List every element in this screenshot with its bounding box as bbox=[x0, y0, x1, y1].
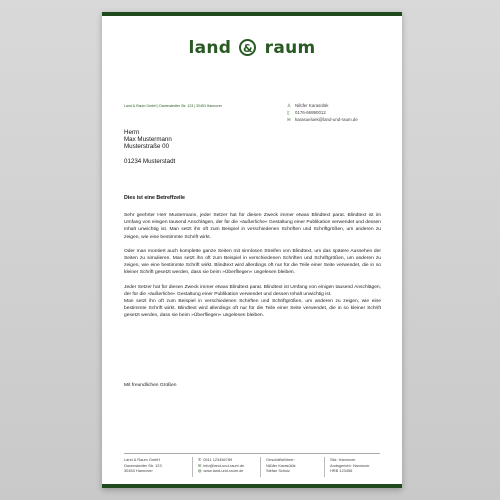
footer-gf-label: Geschäftsführer: bbox=[266, 457, 295, 462]
recipient-address bbox=[124, 129, 175, 165]
bottom-accent-bar bbox=[102, 484, 402, 488]
company-logo bbox=[102, 38, 402, 58]
letter-page bbox=[102, 12, 402, 488]
footer-gf-1: Nilüfer Karasülük bbox=[266, 462, 296, 468]
recipient-salutation: Herrn bbox=[124, 129, 140, 136]
footer-separator bbox=[192, 457, 193, 477]
footer-address-column bbox=[124, 457, 162, 474]
subject-line: Dies ist eine Betreffzeile bbox=[124, 195, 185, 201]
footer-separator bbox=[324, 457, 325, 477]
mail-icon: ✉ bbox=[198, 462, 202, 468]
contact-name: Nilüfer Karasülük bbox=[295, 103, 329, 108]
logo-word-land: land bbox=[188, 38, 232, 58]
globe-icon: ◍ bbox=[198, 468, 202, 474]
contact-block bbox=[287, 102, 358, 123]
phone-icon: ▯ bbox=[287, 110, 290, 115]
footer-street: Davenstedter Str. 123 bbox=[124, 462, 162, 468]
body-paragraph-1: Sehr geehrter Herr Mustermann, jeder Setzer hat für diesen Zweck immer etwas Blindtext parat. Blindtext ist im Umfang von einigen tausend Anschlägen, der für die »äußerliche« Gestaltung einer Publikation verwendet und dessen Inhalt unwichtig ist. Man setzt ihn oft zum Beispiel in verschiedenen Schriften und Schriftgrößen, um anderen zu zeigen, wie eine bestimmte Schrift wirkt. bbox=[124, 213, 381, 240]
footer-company: Land & Raum GmbH bbox=[124, 457, 161, 462]
contact-email-row bbox=[287, 116, 358, 123]
letter-body bbox=[124, 212, 381, 327]
closing-greeting: Mit freundlichen Grüßen bbox=[124, 383, 177, 388]
footer-management-column bbox=[266, 457, 296, 474]
body-paragraph-3: Jeder Setzer hat für diesen Zweck immer etwas Blindtext parat. Blindtext ist Umfang von einigen tausend Anschlägen, der für die »äußerliche« Gestaltung einer Publikation verwendet und dessen Inhalt unwichtig ist. bbox=[124, 284, 381, 297]
body-paragraph-2: Oder man montiert auch komplette ganze Seiten mit sinnlosen Streifen von Blindtext, um das spätere Aussehen der Seiten zu simulieren. Man setzt ihn oft zum Beispiel in verschiedenen Schriften und Schriftgrößen, um anderen zu zeigen, wie eine bestimmte Schrift wirkt. Blindtext wird allerdings oft nur für die Teile einer Seite verwendet, die in so kleiner Schrift gesetzt werden, dass sie beim »Überfliegen« ungelesen bleiben. bbox=[124, 248, 381, 276]
footer-web[interactable]: www.land-und-raum.de bbox=[203, 468, 244, 474]
footer-separator bbox=[260, 457, 261, 477]
footer-contact-column bbox=[198, 457, 244, 474]
body-paragraph-4: Man setzt ihn oft zum Beispiel in verschiedenen Schriften und Schriftgrößen, um anderen zu zeigen, wie eine bestimmte Schrift wirkt. Blindtext wird allerdings oft nur für die Teile einer Seite verwendet, die in so kleiner Schrift gesetzt werden, dass sie beim »Überfliegen« ungelesen bleiben. bbox=[124, 299, 381, 319]
footer-court: Amtsgericht: Hannover bbox=[330, 462, 370, 468]
logo-word-raum: raum bbox=[264, 38, 316, 58]
person-icon: ♙ bbox=[287, 103, 291, 108]
logo-ampersand-circle: & bbox=[239, 39, 256, 56]
footer-gf-2: Stefan Schulz bbox=[266, 468, 291, 474]
recipient-street: Musterstraße 00 bbox=[124, 143, 170, 151]
contact-phone-row bbox=[287, 109, 358, 116]
footer-divider bbox=[124, 453, 380, 454]
sender-return-line: Land & Raum GmbH | Davenstedter Str. 123 | 30453 Hannover bbox=[124, 104, 222, 108]
contact-email[interactable]: karasueluek@land-und-raum.de bbox=[295, 117, 358, 122]
phone-icon: ✆ bbox=[198, 457, 202, 462]
footer-phone: 0511 123456789 bbox=[203, 457, 233, 462]
recipient-name: Max Mustermann bbox=[124, 136, 172, 144]
contact-name-row bbox=[287, 102, 358, 109]
footer-seat: Sitz: Hannover bbox=[330, 457, 356, 462]
mail-icon: ✉ bbox=[287, 117, 291, 122]
footer-city: 30453 Hannover bbox=[124, 468, 153, 474]
footer-register-column bbox=[330, 457, 370, 474]
footer-hrb: HRB 123456 bbox=[330, 468, 353, 474]
contact-phone: 0176-66990012 bbox=[295, 110, 326, 115]
footer-email[interactable]: info@land-und-raum.de bbox=[203, 462, 245, 468]
recipient-city: 01234 Musterstadt bbox=[124, 157, 176, 165]
